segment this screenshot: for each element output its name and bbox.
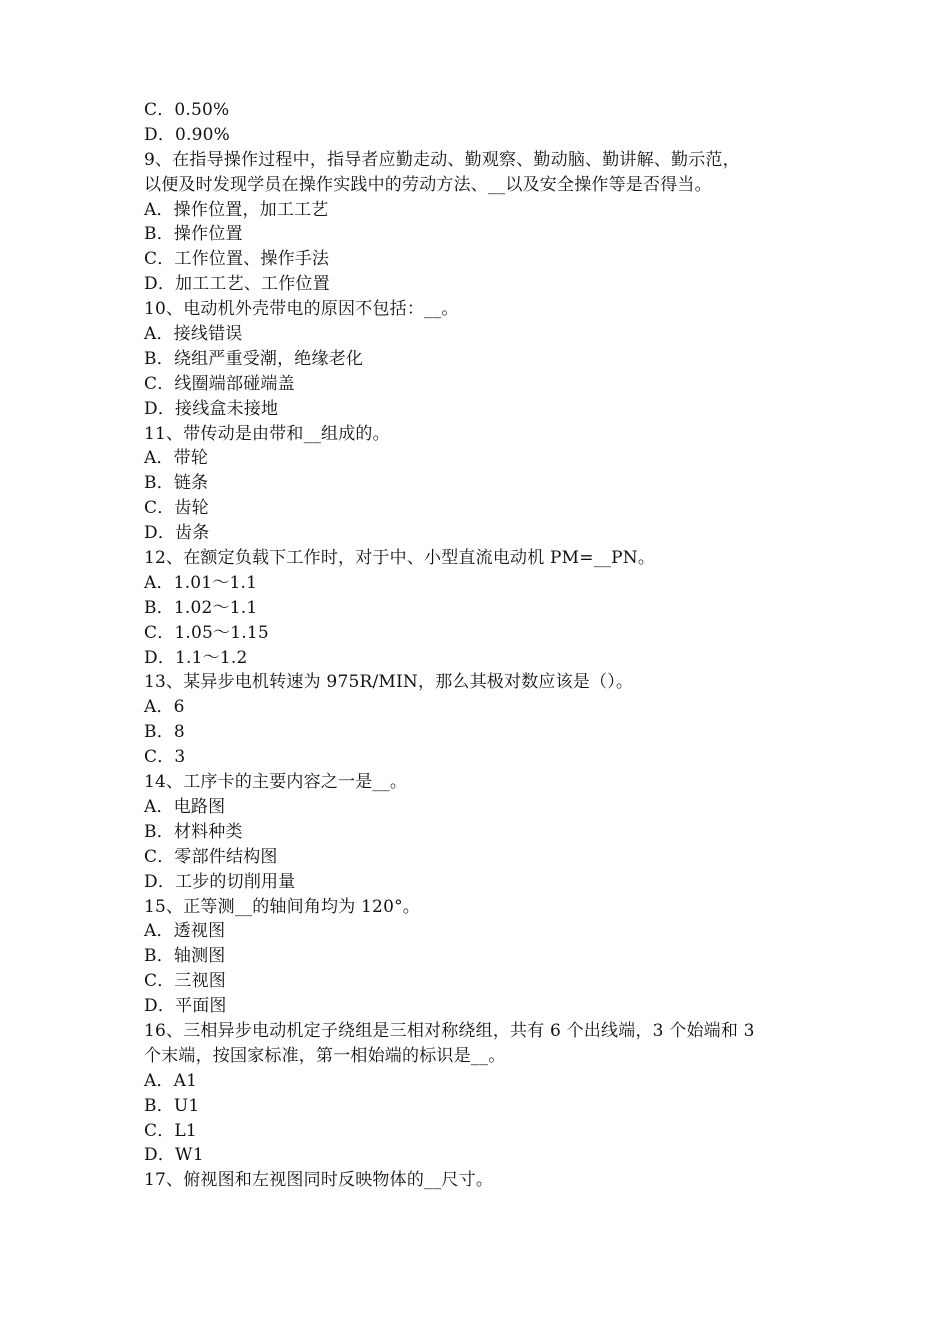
option-line: B．U1 (144, 1095, 200, 1116)
option-line: B．材料种类 (144, 821, 243, 842)
option-line: A．电路图 (144, 796, 226, 817)
question-line: 17、俯视图和左视图同时反映物体的__尺寸。 (144, 1170, 494, 1191)
option-line: C．三视图 (144, 971, 227, 992)
option-line: B．轴测图 (144, 946, 226, 967)
option-line: D．加工工艺、工作位置 (144, 274, 330, 295)
option-line: B．操作位置 (144, 224, 243, 245)
option-line: C．1.05～1.15 (144, 622, 269, 643)
question-line: 以便及时发现学员在操作实践中的劳动方法、__以及安全操作等是否得当。 (144, 174, 712, 195)
option-line: A．透视图 (144, 921, 226, 942)
option-line: C．零部件结构图 (144, 846, 278, 867)
question-line: 11、带传动是由带和__组成的。 (144, 423, 390, 444)
option-line: B．链条 (144, 473, 209, 494)
option-line: D．平面图 (144, 996, 227, 1017)
question-line: 9、在指导操作过程中，指导者应勤走动、勤观察、勤动脑、勤讲解、勤示范， (144, 149, 740, 170)
question-line: 个末端，按国家标准，第一相始端的标识是__。 (144, 1045, 506, 1066)
question-line: 15、正等测__的轴间角均为 120°。 (144, 896, 420, 917)
option-line: C．3 (144, 747, 186, 768)
option-line: D．0.90% (144, 124, 231, 145)
option-line: D．齿条 (144, 523, 210, 544)
option-line: A．A1 (144, 1070, 198, 1091)
option-line: B．1.02～1.1 (144, 597, 258, 618)
option-line: A．接线错误 (144, 324, 243, 345)
option-line: B．绕组严重受潮，绝缘老化 (144, 348, 364, 369)
option-line: C．0.50% (144, 100, 230, 120)
option-line: C．工作位置、操作手法 (144, 249, 330, 270)
option-line: D．1.1～1.2 (144, 647, 248, 668)
option-line: A．带轮 (144, 448, 209, 469)
option-line: C．线圈端部碰端盖 (144, 373, 295, 394)
option-line: D．W1 (144, 1145, 204, 1166)
question-line: 14、工序卡的主要内容之一是__。 (144, 772, 408, 793)
document-page (144, 98, 824, 1193)
option-line: D．工步的切削用量 (144, 871, 296, 892)
option-line: C．齿轮 (144, 498, 209, 519)
option-line: C．L1 (144, 1120, 197, 1141)
question-line: 13、某异步电机转速为 975R/MIN，那么其极对数应该是（）。 (144, 672, 634, 693)
option-line: A．1.01～1.1 (144, 572, 258, 593)
option-line: D．接线盒未接地 (144, 398, 279, 419)
option-line: A．操作位置，加工工艺 (144, 199, 329, 220)
question-line: 10、电动机外壳带电的原因不包括：__。 (144, 299, 459, 320)
question-line: 12、在额定负载下工作时，对于中、小型直流电动机 PM=__PN。 (144, 548, 656, 569)
question-line: 16、三相异步电动机定子绕组是三相对称绕组，共有 6 个出线端，3 个始端和 3 (144, 1020, 755, 1041)
option-line: A．6 (144, 697, 185, 718)
option-line: B．8 (144, 722, 185, 743)
